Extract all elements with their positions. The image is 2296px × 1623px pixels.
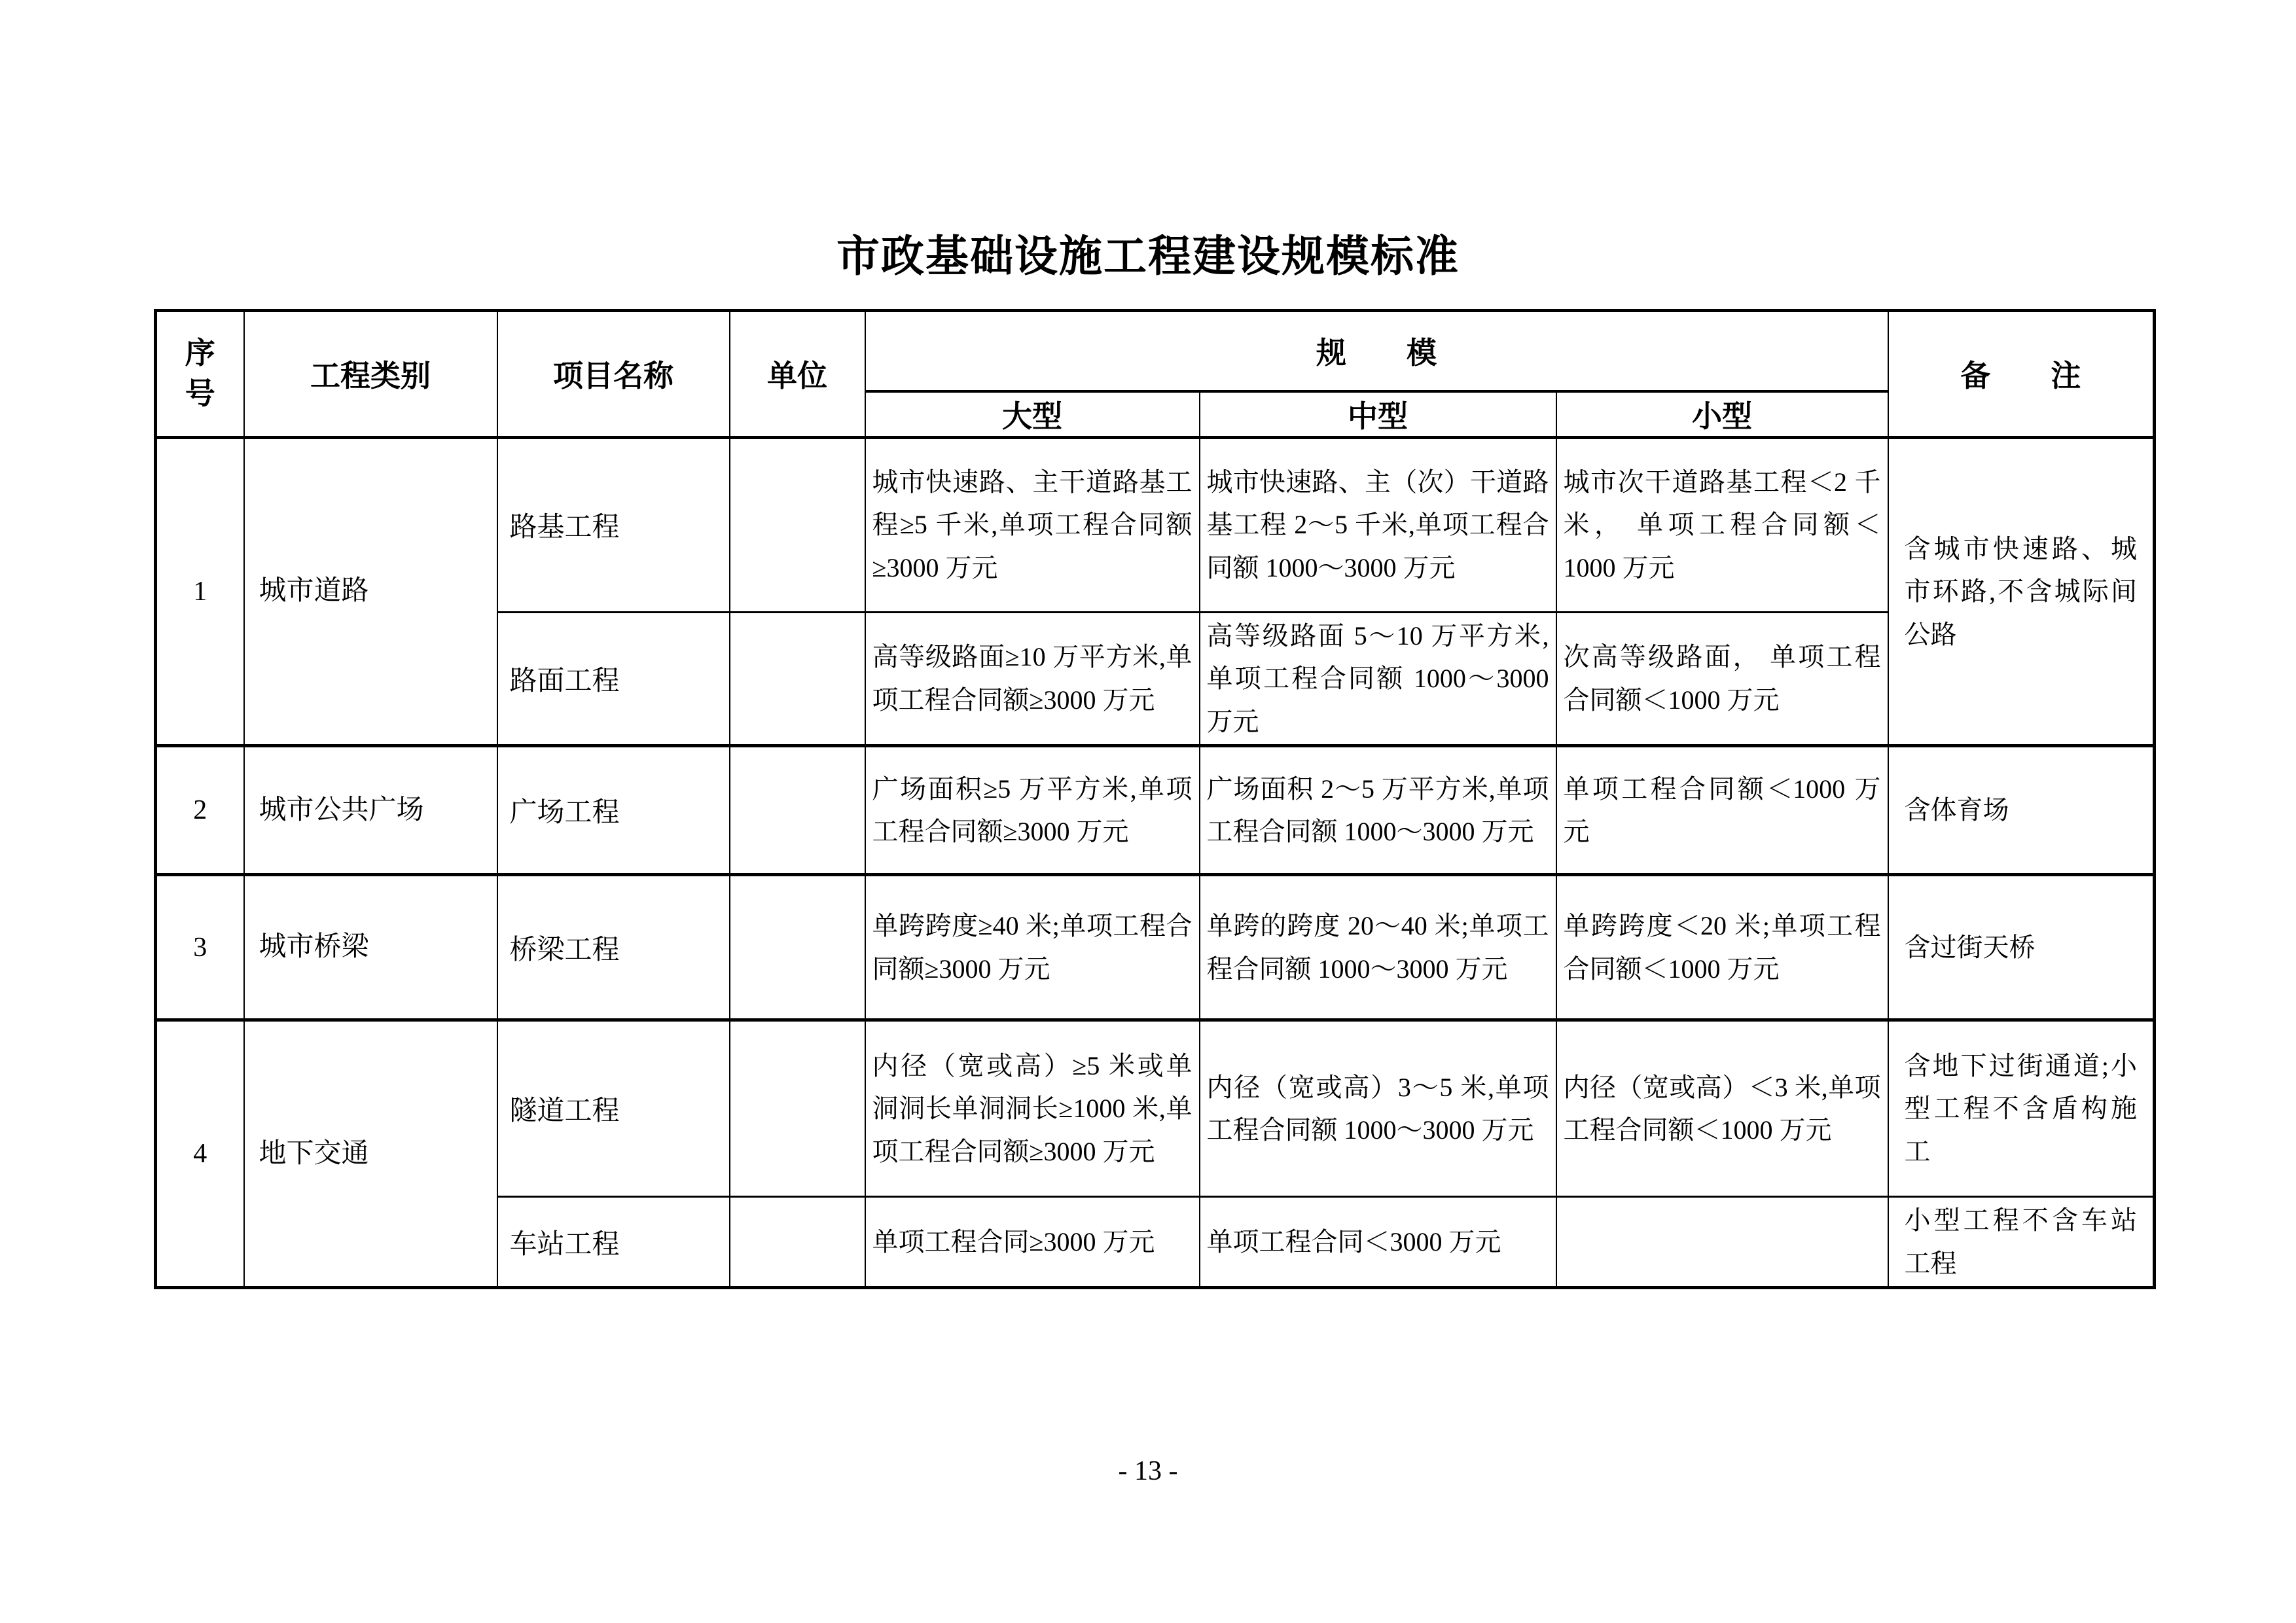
scale-medium-cell: 内径（宽或高）3～5 米,单项工程合同额 1000～3000 万元 [1200,1020,1556,1197]
remark-cell: 含城市快速路、城市环路,不含城际间公路 [1888,437,2155,746]
scale-small-cell: 单项工程合同额＜1000 万元 [1556,746,1888,875]
project-cell: 广场工程 [497,746,730,875]
scale-medium-cell: 高等级路面 5～10 万平方米,单项工程合同额 1000～3000 万元 [1200,612,1556,746]
header-remark: 备 注 [1888,311,2155,438]
header-unit: 单位 [730,311,865,438]
header-scale-large: 大型 [865,391,1200,438]
seq-cell: 1 [156,437,244,746]
category-cell: 城市桥梁 [244,875,497,1020]
seq-cell: 2 [156,746,244,875]
scale-medium-cell: 城市快速路、主（次）干道路基工程 2～5 千米,单项工程合同额 1000～3000 万元 [1200,437,1556,612]
header-seq [156,311,244,438]
category-cell: 地下交通 [244,1020,497,1288]
scale-large-cell: 广场面积≥5 万平方米,单项工程合同额≥3000 万元 [865,746,1200,875]
remark-cell: 小型工程不含车站工程 [1888,1197,2155,1288]
standards-table [154,309,2156,1289]
scale-small-cell: 单跨跨度＜20 米;单项工程合同额＜1000 万元 [1556,875,1888,1020]
table-row [156,437,2155,612]
header-category: 工程类别 [244,311,497,438]
scale-large-cell: 高等级路面≥10 万平方米,单项工程合同额≥3000 万元 [865,612,1200,746]
unit-cell [730,437,865,612]
page-title: 市政基础设施工程建设规模标准 [836,233,1460,281]
header-project: 项目名称 [497,311,730,438]
scale-small-cell: 内径（宽或高）＜3 米,单项工程合同额＜1000 万元 [1556,1020,1888,1197]
unit-cell [730,875,865,1020]
seq-cell: 4 [156,1020,244,1288]
table-row [156,746,2155,875]
scale-small-cell: 城市次干道路基工程＜2 千米， 单项工程合同额＜1000 万元 [1556,437,1888,612]
remark-cell: 含地下过街通道;小型工程不含盾构施工 [1888,1020,2155,1197]
header-scale: 规 模 [865,311,1888,391]
header-seq-label: 序号 [185,336,215,411]
unit-cell [730,612,865,746]
header-scale-medium: 中型 [1200,391,1556,438]
scale-small-cell [1556,1197,1888,1288]
project-cell: 路基工程 [497,437,730,612]
remark-cell: 含过街天桥 [1888,875,2155,1020]
project-cell: 隧道工程 [497,1020,730,1197]
unit-cell [730,1020,865,1197]
scale-medium-cell: 广场面积 2～5 万平方米,单项工程合同额 1000～3000 万元 [1200,746,1556,875]
table-row [156,1020,2155,1197]
category-cell: 城市道路 [244,437,497,746]
remark-cell: 含体育场 [1888,746,2155,875]
scale-medium-cell: 单项工程合同＜3000 万元 [1200,1197,1556,1288]
table-row [156,875,2155,1020]
scale-large-cell: 内径（宽或高）≥5 米或单洞洞长单洞洞长≥1000 米,单项工程合同额≥3000 万元 [865,1020,1200,1197]
header-scale-small: 小型 [1556,391,1888,438]
project-cell: 车站工程 [497,1197,730,1288]
project-cell: 桥梁工程 [497,875,730,1020]
unit-cell [730,746,865,875]
scale-medium-cell: 单跨的跨度 20～40 米;单项工程合同额 1000～3000 万元 [1200,875,1556,1020]
unit-cell [730,1197,865,1288]
seq-cell: 3 [156,875,244,1020]
project-cell: 路面工程 [497,612,730,746]
scale-large-cell: 单项工程合同≥3000 万元 [865,1197,1200,1288]
page-number: - 13 - [1118,1456,1178,1486]
scale-large-cell: 城市快速路、主干道路基工程≥5 千米,单项工程合同额≥3000 万元 [865,437,1200,612]
scale-large-cell: 单跨跨度≥40 米;单项工程合同额≥3000 万元 [865,875,1200,1020]
category-cell: 城市公共广场 [244,746,497,875]
scale-small-cell: 次高等级路面， 单项工程合同额＜1000 万元 [1556,612,1888,746]
